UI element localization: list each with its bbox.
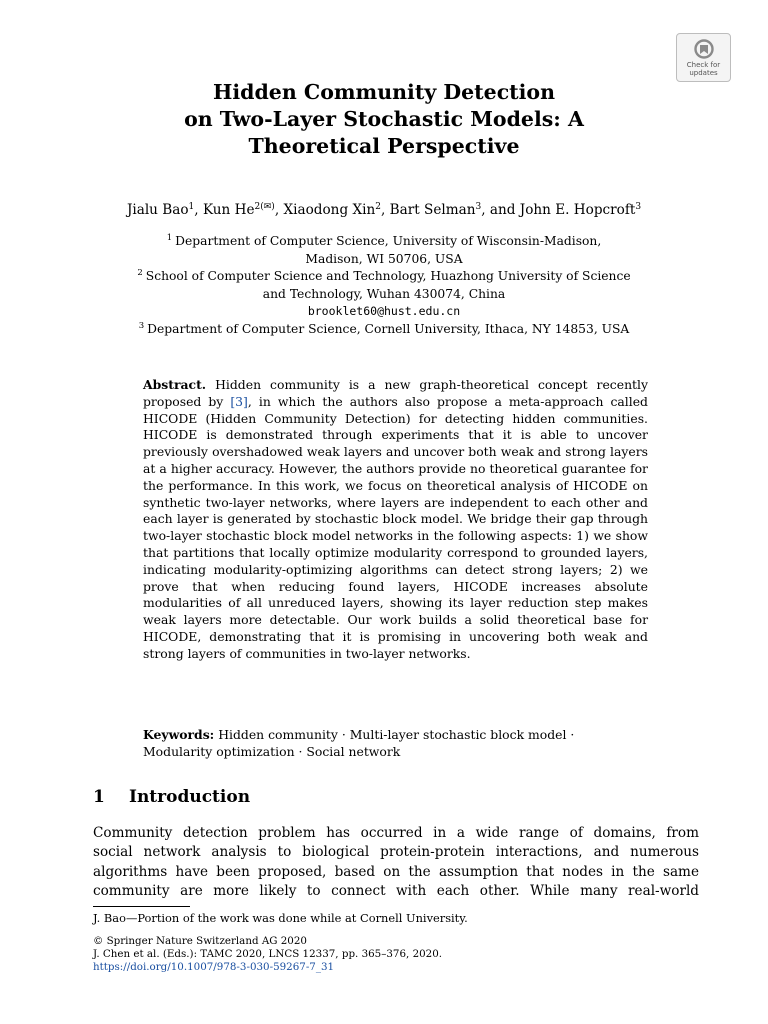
badge-label-line1: Check for xyxy=(686,61,721,69)
affiliation-2-line-2: and Technology, Wuhan 430074, China xyxy=(262,286,506,301)
affiliation-text: Department of Computer Science, Cornell University, Ithaca, NY 14853, USA xyxy=(147,321,630,336)
affiliation-1-line-2: Madison, WI 50706, USA xyxy=(305,251,463,266)
footnote-rule xyxy=(93,906,190,907)
author-name: Bart Selman xyxy=(389,202,476,218)
abstract-label: Abstract. xyxy=(143,377,207,392)
author-name: and John E. Hopcroft xyxy=(489,202,636,218)
author-affil-mark: 1 xyxy=(188,202,195,212)
title-line-1: Hidden Community Detection xyxy=(212,80,556,104)
author-affil-mark: 2(✉) xyxy=(254,202,275,212)
keywords-text: Hidden community · Multi-layer stochastic block model · xyxy=(214,727,575,742)
check-for-updates-badge[interactable] xyxy=(676,33,731,82)
abstract xyxy=(143,377,648,663)
paper-title xyxy=(0,79,768,160)
affiliation-number: 3 xyxy=(138,320,145,331)
abstract-text: Hidden community is a new graph-theoretical concept recently proposed by xyxy=(143,377,648,409)
section-heading xyxy=(93,786,250,808)
author-name: Jialu Bao xyxy=(126,202,189,218)
section-title: Introduction xyxy=(129,787,251,807)
affiliation-2-line-1 xyxy=(0,268,768,286)
author-affil-mark: 3 xyxy=(475,202,482,212)
badge-label-line2: updates xyxy=(689,69,718,77)
affiliations xyxy=(0,233,768,339)
affiliation-3-line-1 xyxy=(0,321,768,339)
author-affil-mark: 2 xyxy=(375,202,381,212)
footnote-text: J. Bao—Portion of the work was done while at Cornell University. xyxy=(93,911,468,925)
body-line: community are more likely to connect with each other. While many real-world xyxy=(93,882,699,899)
footnote xyxy=(93,911,468,927)
keywords-line-1 xyxy=(143,726,648,743)
keywords-label: Keywords: xyxy=(143,727,215,742)
affiliation-number: 1 xyxy=(166,233,173,243)
contact-email[interactable]: brooklet60@hust.edu.cn xyxy=(307,304,461,319)
author-name: Kun He xyxy=(202,202,255,218)
affiliation-text: School of Computer Science and Technology, Huazhong University of Science xyxy=(145,269,631,284)
check-for-updates-icon xyxy=(694,39,714,59)
proceedings-line: J. Chen et al. (Eds.): TAMC 2020, LNCS 12337, pp. 365–376, 2020. xyxy=(93,948,443,960)
affiliation-1-line-1 xyxy=(0,233,768,251)
keywords-line-2: Modularity optimization · Social network xyxy=(143,744,401,759)
doi-link[interactable]: https://doi.org/10.1007/978-3-030-59267-7_31 xyxy=(93,961,335,973)
copyright-line: © Springer Nature Switzerland AG 2020 xyxy=(93,935,307,947)
affiliation-number: 2 xyxy=(137,268,143,279)
section-number: 1 xyxy=(93,787,105,807)
body-line: Community detection problem has occurred in a wide range of domains, from xyxy=(93,825,699,841)
author-affil-mark: 3 xyxy=(635,202,642,212)
body-line: social network analysis to biological protein-protein interactions, and numerous xyxy=(93,844,699,861)
author-list: Jialu Bao$^1$, Kun $He^{2(✉)}$, Xiaodong Xin$^2$, Bart Selman$^3$, and John E. Hopcroft$^3$ xyxy=(126,202,642,218)
introduction-paragraph xyxy=(93,824,699,901)
copyright-block xyxy=(93,935,442,974)
abstract-text: , in which the authors also propose a meta-approach called HICODE (Hidden Community Detection) for detecting hidden communities. HICODE is demonstrated through experiments that it is able to uncover previously overshadowed weak layers and uncover both weak and strong layers at a higher accuracy. However, the authors provide no theoretical guarantee for the performance. In this work, we focus on theoretical analysis of HICODE on synthetic two-layer networks, where layers are independent to each other and each layer is generated by stochastic block model. We bridge their gap through two-layer stochastic block model networks in the following aspects: 1) we show that partitions that locally optimize modularity correspond to grounded layers, indicating modularity-optimizing algorithms can detect strong layers; 2) we prove that when reducing found layers, HICODE increases absolute modularities of all unreduced layers, showing its layer reduction step makes weak layers more detectable. Our work builds a solid theoretical base for HICODE, demonstrating that it is promising in uncovering both weak and strong layers of communities in two-layer networks. xyxy=(143,393,648,661)
affiliation-text: Department of Computer Science, University of Wisconsin-Madison, xyxy=(175,234,602,248)
author-name: Xiaodong Xin xyxy=(283,202,376,218)
citation-link[interactable]: [3] xyxy=(230,393,248,409)
body-line: algorithms have been proposed, based on the assumption that nodes in the same xyxy=(93,863,699,880)
keywords xyxy=(143,726,648,760)
title-line-2: on Two-Layer Stochastic Models: A xyxy=(184,107,584,131)
title-line-3: Theoretical Perspective xyxy=(248,134,520,158)
